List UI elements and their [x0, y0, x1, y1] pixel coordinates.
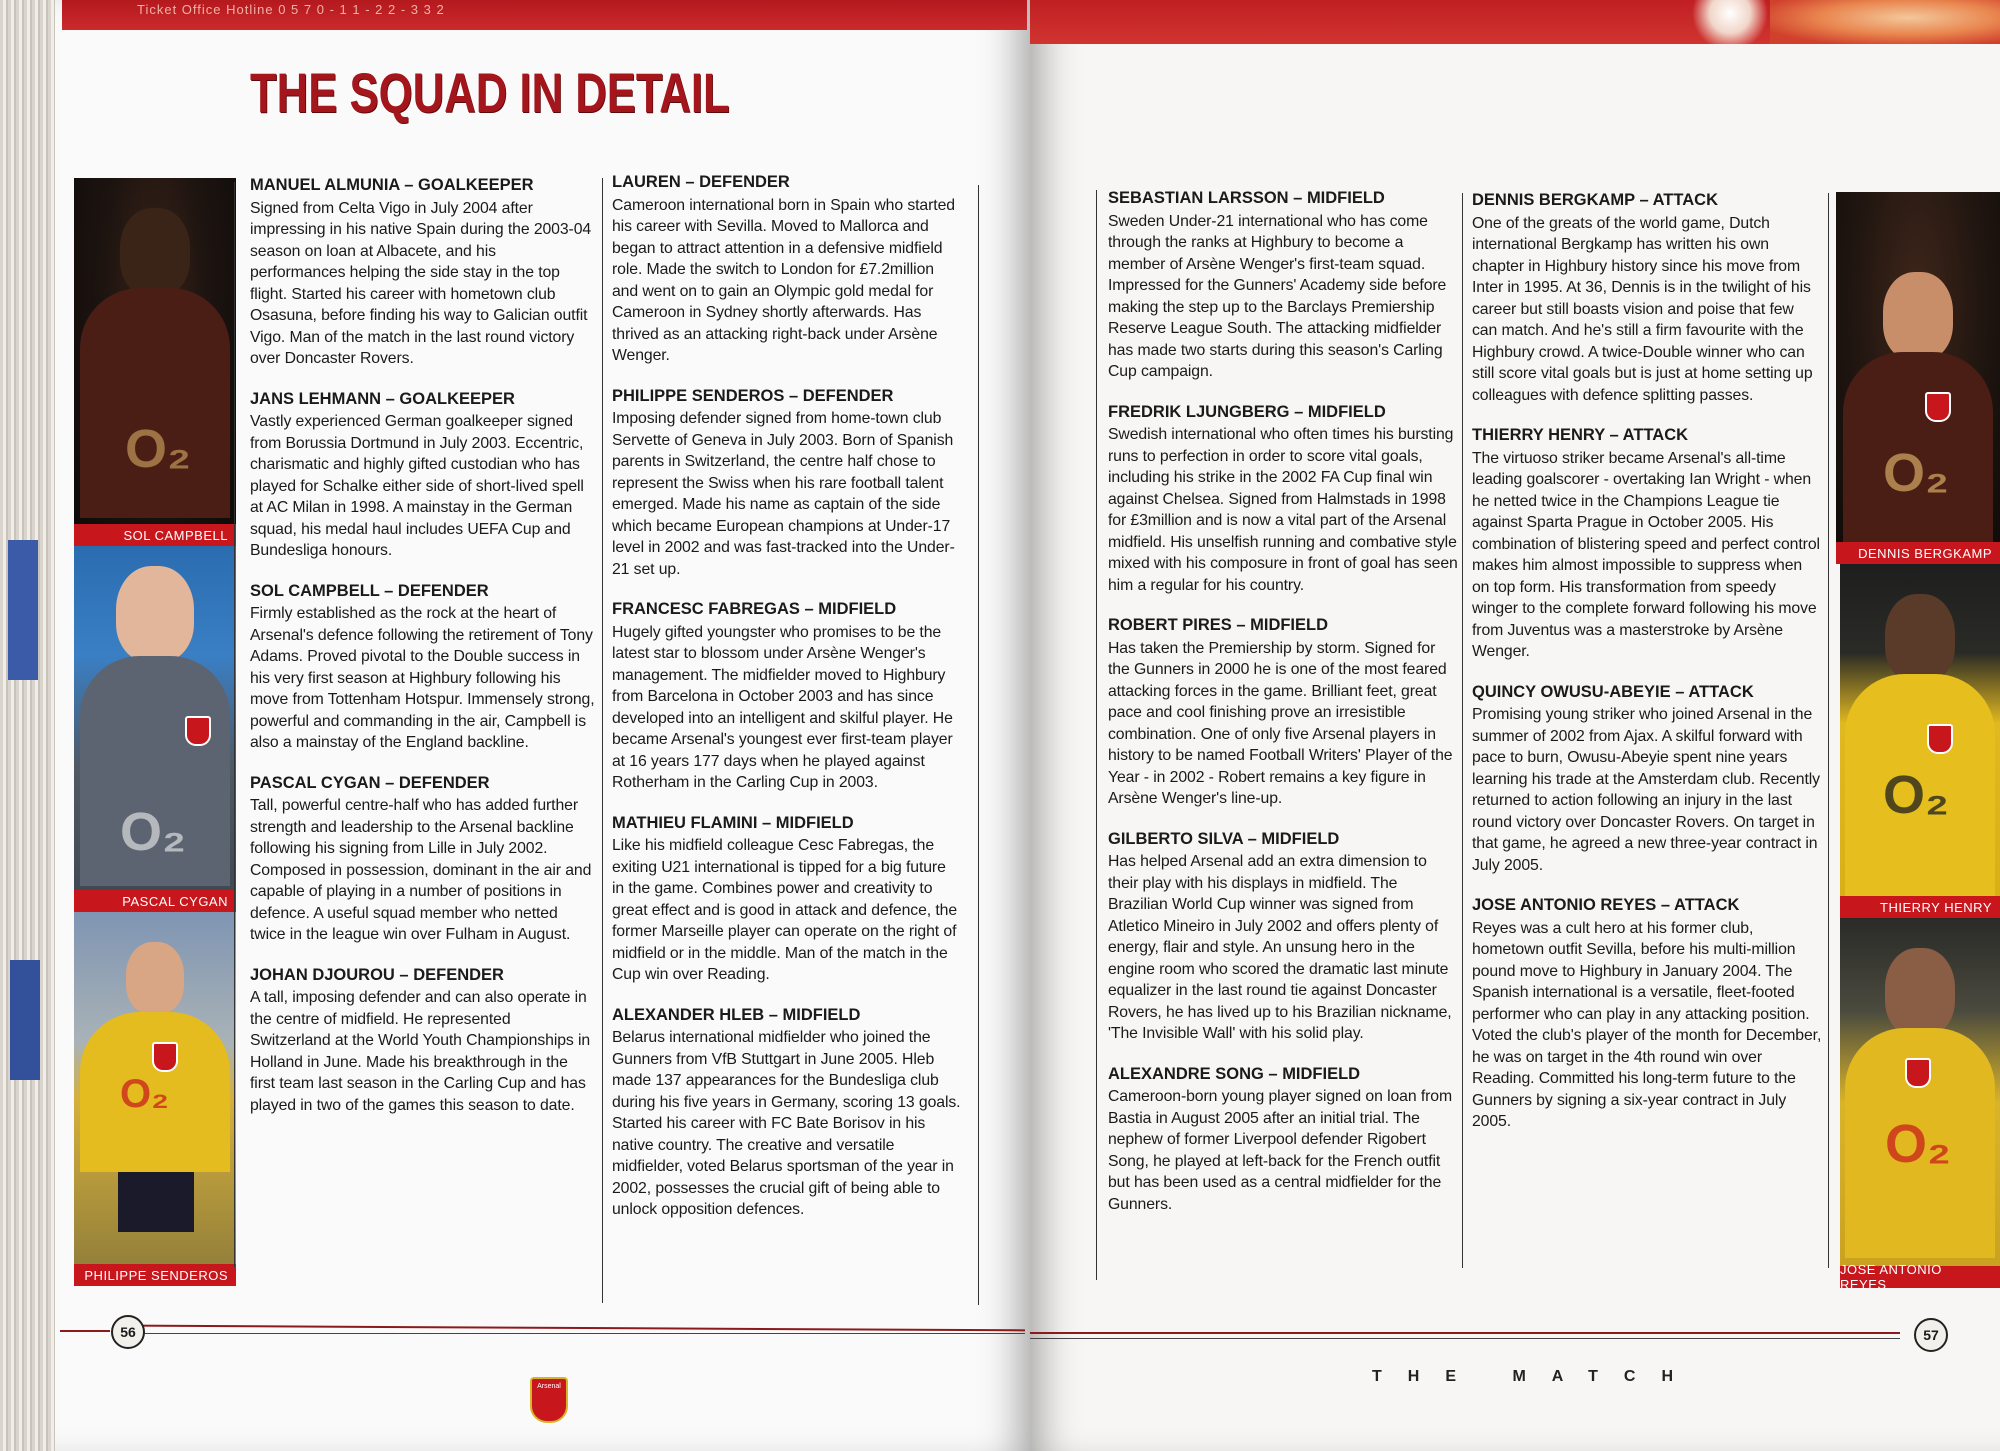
player-bio: A tall, imposing defender and can also operate in the centre of midfield. He represented Switzerland at the World Youth Championships in Holland in June. Made his breakthrough in the first team last season in the Carling Cup and has played in two of the games this season to date. [250, 989, 591, 1114]
column-divider [978, 185, 979, 1305]
player-entry [1472, 682, 1822, 877]
page-edge-color [10, 960, 40, 1080]
column-divider [1096, 190, 1097, 1280]
player-entry [250, 581, 595, 754]
player-bio: Cameroon international born in Spain who started his career with Sevilla. Moved to Mallorca and began to attract attention in a defensive midfield role. Made the switch to London for £7.2million and went on to gain an Olympic gold medal for Cameroon in Sydney shortly afterwards. Has thrived as an attacking right-back under Arsène Wenger. [612, 196, 955, 364]
text-column-2 [612, 172, 962, 1240]
player-bio: Imposing defender signed from home-town club Servette of Geneva in July 2003. Born of Spanish parents in Switzerland, the centre half chose to represent the Swiss when his rare football talent emerged. Made his name as captain of the side which became European champions at Under-17 level in 2002 and was fast-tracked into the Under-21 set up. [612, 410, 955, 578]
player-heading: PHILIPPE SENDEROS – DEFENDER [612, 386, 894, 405]
player-heading: SEBASTIAN LARSSON – MIDFIELD [1108, 189, 1385, 207]
player-figure [80, 208, 230, 508]
player-head [116, 566, 194, 662]
player-heading: JANS LEHMANN – GOALKEEPER [250, 389, 515, 408]
player-head [120, 208, 190, 296]
player-entry [250, 965, 595, 1117]
page-edges [0, 0, 58, 1451]
player-bio: Vastly experienced German goalkeeper signed from Borussia Dortmund in July 2003. Eccentric, charismatic and highly gifted custodian who has played for Schalke either side of short-lived spell at AC Milan in 1998. A mainstay in the German squad, his medal haul includes UEFA Cup and Bundesliga honours. [250, 413, 584, 559]
player-figure [80, 942, 230, 1262]
player-figure [80, 566, 230, 886]
player-heading: MANUEL ALMUNIA – GOALKEEPER [250, 176, 534, 194]
player-photo-reyes [1840, 918, 2000, 1288]
photo-caption: JOSE ANTONIO REYES [1840, 1266, 2000, 1288]
player-head [126, 942, 184, 1014]
player-entry [612, 386, 962, 581]
page-number-right: 57 [1914, 1318, 1948, 1352]
page-edge-color [8, 540, 38, 680]
player-figure [1845, 594, 1995, 894]
text-column-4 [1472, 190, 1822, 1152]
player-bio: Has taken the Premiership by storm. Signed for the Gunners in 2000 he is one of the most feared attacking forces in the game. Brilliant feet, great pace and cool finishing prove an irresistible combination. One of only five Arsenal players in history to be named Football Writers' Player of the Year - in 2002 - Robert remains a key figure in Arsène Wenger's line-up. [1108, 639, 1453, 807]
header-bar-right [1030, 0, 2000, 44]
paint-splash [1690, 0, 1770, 44]
footer-rule [1030, 1332, 1900, 1334]
player-head [1885, 594, 1955, 682]
crest-label: Arsenal [537, 1383, 561, 1390]
player-photo-cygan [74, 546, 236, 912]
player-entry [1108, 829, 1458, 1045]
player-bio: Firmly established as the rock at the heart of Arsenal's defence following the retirement of Tony Adams. Proved pivotal to the Double success in his very first season at Highbury following his move from Tottenham Hotspur. Immensely strong, powerful and commanding in the air, Campbell is also a mainstay of the England backline. [250, 605, 595, 751]
player-bio: Has helped Arsenal add an extra dimension to their play with his displays in midfield. The Brazilian World Cup winner was signed from Atletico Mineiro in July 2002 and offers plenty of energy, flair and style. An unsung hero in the engine room who scored the dramatic last minute equalizer in the last round tie against Doncaster Rovers, he has lived up to his Brazilian nickname, 'The Invisible Wall' with his solid play. [1108, 853, 1452, 1042]
footer-rule [60, 1330, 110, 1332]
player-bio: Sweden Under-21 international who has come through the ranks at Highbury to become a member of Arsène Wenger's first-team squad. Impressed for the Gunners' Academy side before making the step up to the Barclays Premiership Reserve League South. The attacking midfielder has made two starts during this season's Carling Cup campaign. [1108, 212, 1447, 380]
player-entry [1108, 1064, 1458, 1216]
photo-caption: THIERRY HENRY [1840, 896, 2000, 918]
player-heading: ALEXANDRE SONG – MIDFIELD [1108, 1064, 1361, 1083]
photo-caption: PASCAL CYGAN [74, 890, 236, 912]
player-entry [1472, 190, 1822, 406]
player-figure [1843, 272, 1993, 552]
column-divider [234, 182, 235, 1267]
club-badge-icon [1925, 392, 1951, 422]
player-bio: Tall, powerful centre-half who has added further strength and leadership to the Arsenal backline following his signing from Lille in July 2002. Composed in possession, dominant in the air and capable of playing in a number of positions in defence. A useful squad member who netted twice in the league win over Fulham in August. [250, 797, 592, 943]
player-heading: JOSE ANTONIO REYES – ATTACK [1472, 896, 1740, 914]
player-entry [612, 1005, 962, 1221]
player-photo-henry [1840, 564, 2000, 918]
player-bio: Like his midfield colleague Cesc Fabregas, the exiting U21 international is tipped for a big future in the game. Combines power and creativity to great effect and is good in attack and defence, the former Marseille player can operate on the right of midfield or in the middle. Man of the match in the Cup win over Reading. [612, 837, 958, 983]
player-photo-campbell [74, 178, 236, 546]
footer-rule [1030, 1338, 1900, 1339]
player-entry [612, 599, 962, 794]
player-heading: PASCAL CYGAN – DEFENDER [250, 773, 490, 792]
player-heading: ALEXANDER HLEB – MIDFIELD [612, 1005, 861, 1024]
player-entry [1108, 188, 1458, 383]
player-heading: FRANCESC FABREGAS – MIDFIELD [612, 600, 897, 618]
club-badge-icon [1927, 724, 1953, 754]
player-entry [612, 813, 962, 986]
o2-logo-icon: O₂ [125, 419, 191, 479]
club-badge-icon [185, 716, 211, 746]
player-bio: Hugely gifted youngster who promises to be the latest star to blossom under Arsène Wenger's management. The midfielder moved to Highbury from Barcelona in October 2003 and has since developed into an intelligent and skilful player. He became Arsenal's youngest ever first-team player at 16 years 177 days when he played against Rotherham in the Carling Cup in 2003. [612, 623, 953, 791]
player-entry [612, 172, 962, 367]
o2-logo-icon: O₂ [120, 802, 186, 862]
player-bio: Cameroon-born young player signed on loan from Bastia in August 2005 after an initial trial. The nephew of former Liverpool defender Rigobert Song, he played at left-back for the French outfit but has been used as a central midfielder for the Gunners. [1108, 1088, 1453, 1213]
club-badge-icon [1905, 1058, 1931, 1088]
player-bio: Reyes was a cult hero at his former club, hometown outfit Sevilla, before his multi-million pound move to Highbury in January 2004. The Spanish international is a versatile, fleet-footed performer who can play in any attacking position. Voted the club's player of the month for December, he was on target in the 4th round win over Reading. Committed his long-term future to the Gunners by signing a six-year contract in July 2005. [1472, 919, 1822, 1130]
page-title: THE SQUAD IN DETAIL [250, 61, 730, 124]
player-heading: THIERRY HENRY – ATTACK [1472, 426, 1689, 444]
hotline-text: Ticket Office Hotline 0 5 7 0 - 1 1 - 2 2 - 3 3 2 [137, 2, 445, 17]
column-divider [1462, 193, 1463, 1268]
header-bar-left [62, 0, 1027, 30]
player-entry [1472, 425, 1822, 663]
footer-rule [135, 1333, 1025, 1334]
page-number-left: 56 [111, 1315, 145, 1349]
player-bio: Belarus international midfielder who joined the Gunners from VfB Stuttgart in June 2005. Hleb made 137 appearances for the Bundesliga club during his five years in Germany, scoring 13 goals. Started his career with FC Bate Borisov in his native country. The creative and versatile midfielder, voted Belarus sportsman of the year in 2002, possesses the crucial gift of being able to unlock opposition defences. [612, 1029, 961, 1218]
player-bio: Signed from Celta Vigo in July 2004 after impressing in his native Spain during the 2003-04 season on loan at Albacete, and his performances helping the side stay in the top flight. Started his career with hometown club Osasuna, before finding his way to Galician outfit Vigo. Man of the match in the last round victory over Doncaster Rovers. [250, 199, 592, 367]
player-heading: LAUREN – DEFENDER [612, 173, 790, 191]
player-entry [1108, 615, 1458, 810]
paint-splash [1770, 0, 2000, 44]
o2-logo-icon: O₂ [1883, 443, 1949, 503]
club-badge-icon [152, 1042, 178, 1072]
player-heading: JOHAN DJOUROU – DEFENDER [250, 965, 504, 984]
text-column-1 [250, 175, 595, 1135]
player-figure [1845, 948, 1995, 1268]
player-shirt [80, 288, 230, 518]
column-divider [1828, 193, 1829, 1268]
player-heading: DENNIS BERGKAMP – ATTACK [1472, 191, 1718, 209]
player-head [1885, 948, 1955, 1036]
player-heading: FREDRIK LJUNGBERG – MIDFIELD [1108, 402, 1386, 421]
player-entry [1108, 402, 1458, 597]
photo-caption: DENNIS BERGKAMP [1836, 542, 2000, 564]
player-heading: ROBERT PIRES – MIDFIELD [1108, 616, 1329, 634]
o2-logo-icon: O₂ [1885, 1114, 1951, 1174]
player-shorts [118, 1172, 194, 1232]
player-entry [250, 175, 595, 370]
arsenal-crest-icon [530, 1377, 568, 1423]
player-heading: SOL CAMPBELL – DEFENDER [250, 581, 489, 600]
player-heading: MATHIEU FLAMINI – MIDFIELD [612, 813, 854, 832]
player-entry [250, 389, 595, 562]
photo-caption: SOL CAMPBELL [74, 524, 236, 546]
o2-logo-icon: O₂ [120, 1072, 169, 1116]
column-divider [602, 178, 603, 1303]
player-head [1883, 272, 1953, 360]
player-bio: Promising young striker who joined Arsenal in the summer of 2002 from Ajax. A skilful forward with pace to burn, Owusu-Abeyie spent nine years learning his trade at the Amsterdam club. Recently returned to action following an injury in the last round victory over Doncaster Rovers. On target in that game, he agreed a new three-year contract in July 2005. [1472, 706, 1820, 874]
text-column-3 [1108, 188, 1458, 1234]
player-bio: One of the greats of the world game, Dutch international Bergkamp has written his own chapter in Highbury history since his move from Inter in 1995. At 36, Dennis is in the twilight of his career but still boasts vision and poise that few can match. And he's still a firm favourite with the Highbury crowd. A twice-Double winner who can still score vital goals but is just at home setting up colleagues with defence splitting passes. [1472, 214, 1813, 404]
player-photo-bergkamp [1836, 192, 2000, 564]
o2-logo-icon: O₂ [1883, 765, 1949, 825]
player-heading: GILBERTO SILVA – MIDFIELD [1108, 829, 1340, 848]
player-bio: The virtuoso striker became Arsenal's all-time leading goalscorer - overtaking Ian Wright - when he netted twice in the Champions League tie against Sparta Prague in October 2005. His combination of blistering speed and perfect control makes him almost impossible to suppress when on top form. His transformation from speedy winger to the complete forward following his move from Juventus was a masterstroke by Arsène Wenger. [1472, 449, 1820, 660]
player-entry [250, 773, 595, 946]
footer-brand: THE MATCH [1372, 1368, 1700, 1385]
player-photo-senderos [74, 912, 236, 1286]
player-bio: Swedish international who often times his bursting runs to perfection in order to score vital goals, including his strike in the 2002 FA Cup final win against Chelsea. Signed from Halmstads in 1998 for £3million and is now a vital part of the Arsenal midfield. His unselfish running and combative style mixed with his composure in front of goal has seen him a regular for his country. [1108, 426, 1458, 594]
player-entry [1472, 895, 1822, 1133]
photo-caption: PHILIPPE SENDEROS [74, 1264, 236, 1286]
player-heading: QUINCY OWUSU-ABEYIE – ATTACK [1472, 682, 1754, 701]
